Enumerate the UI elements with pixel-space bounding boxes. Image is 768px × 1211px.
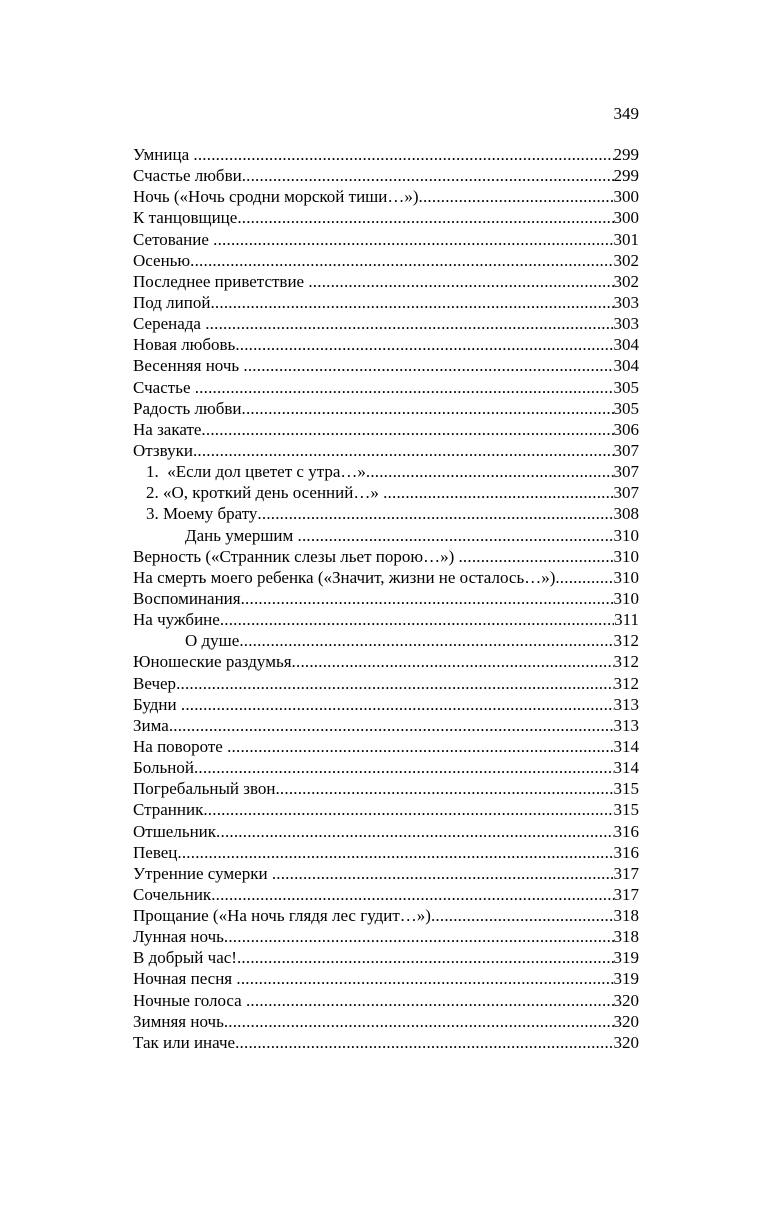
toc-entry [133,271,639,292]
toc-entry-page: 319 [613,948,639,968]
toc-entry-title: Осенью [133,250,191,270]
toc-entry [133,863,639,884]
toc-entry-page: 302 [613,271,639,291]
toc-dot-leader [235,1032,613,1053]
toc-dot-leader [272,863,614,884]
toc-dot-leader [205,313,613,334]
toc-entry-page: 315 [613,800,639,820]
toc-dot-leader [216,821,613,842]
toc-entry-page: 299 [613,145,639,164]
toc-entry [133,144,639,165]
toc-entry [133,736,639,757]
toc-entry-title: Счастье [133,377,195,397]
toc-entry [133,567,639,588]
toc-entry-page: 302 [613,250,639,270]
toc-dot-leader [458,546,613,567]
toc-entry [133,292,639,313]
toc-entry-title: Отшельник [133,821,217,841]
toc-dot-leader [555,567,613,588]
toc-dot-leader [224,926,614,947]
toc-entry [133,186,639,207]
toc-entry-title: Ночная песня [133,969,237,989]
toc-entry-title: Ночь («Ночь сродни морской тиши…») [133,187,419,207]
toc-entry [133,884,639,905]
toc-dot-leader [193,440,614,461]
toc-entry-page: 316 [613,821,639,841]
toc-entry-title: Последнее приветствие [133,271,309,291]
toc-dot-leader [383,482,613,503]
toc-entry-title: На чужбине [133,610,220,630]
toc-entry [133,905,639,926]
toc-dot-leader [246,990,614,1011]
toc-entry-page: 310 [613,546,639,566]
toc-entry-page: 320 [613,990,639,1010]
toc-dot-leader [169,715,614,736]
toc-entry-title: Под липой [133,292,211,312]
toc-entry-page: 311 [614,610,639,630]
toc-entry-page: 318 [613,906,639,926]
toc-dot-leader [242,398,614,419]
toc-entry-page: 299 [613,166,639,186]
toc-dot-leader [181,694,614,715]
toc-dot-leader [195,377,614,398]
toc-dot-leader [243,355,613,376]
toc-dot-leader [220,609,614,630]
toc-dot-leader [298,525,614,546]
toc-dot-leader [431,905,614,926]
toc-entry-page: 312 [613,631,639,651]
toc-entry-title: Певец [133,842,178,862]
toc-entry-title: Сочельник [133,884,212,904]
toc-entry [133,588,639,609]
toc-entry [133,1011,639,1032]
toc-dot-leader [190,250,613,271]
toc-entry [133,609,639,630]
toc-entry-title: Зимняя ночь [133,1011,224,1031]
toc-entry-page: 303 [613,314,639,334]
toc-entry-title: Дань умершим [185,525,298,545]
toc-entry [133,799,639,820]
toc-entry-title: Лунная ночь [133,927,224,947]
toc-dot-leader [177,842,613,863]
toc-entry-title: Верность («Странник слезы льет порою…») [133,546,459,566]
toc-entry [133,630,639,651]
toc-entry-page: 306 [613,419,639,439]
toc-dot-leader [227,736,613,757]
toc-entry-page: 305 [613,377,639,397]
toc-entry-title: Новая любовь [133,335,236,355]
toc-dot-leader [308,271,613,292]
toc-entry-page: 304 [613,356,639,376]
toc-dot-leader [237,947,614,968]
toc-entry-title: Зима [133,715,169,735]
toc-dot-leader [241,588,614,609]
toc-entry-page: 313 [613,715,639,735]
toc-entry-page: 317 [613,884,639,904]
toc-entry-title: Вечер [133,673,177,693]
toc-entry-page: 307 [613,483,639,503]
toc-entry-page: 301 [613,229,639,249]
toc-entry-page: 320 [613,1011,639,1031]
table-of-contents [133,144,639,1053]
toc-entry-page: 314 [613,736,639,756]
toc-dot-leader [239,630,613,651]
toc-entry-title: На смерть моего ребенка («Значит, жизни не осталось…») [133,567,556,587]
toc-entry-title: Утренние сумерки [133,863,272,883]
toc-entry [133,334,639,355]
toc-entry-page: 310 [613,588,639,608]
toc-entry [133,968,639,989]
toc-dot-leader [193,144,613,165]
toc-entry-page: 310 [613,525,639,545]
toc-entry-title: 1. «Если дол цветет с утра…» [146,462,366,482]
toc-entry [133,694,639,715]
toc-entry-title: 3. Моему брату [146,504,258,524]
toc-entry-page: 300 [613,208,639,228]
toc-entry-page: 304 [613,335,639,355]
toc-entry-page: 305 [613,398,639,418]
toc-entry [133,546,639,567]
toc-entry-page: 316 [613,842,639,862]
toc-entry-title: Сетование [133,229,214,249]
toc-entry-page: 312 [613,673,639,693]
toc-entry-title: Ночные голоса [133,990,246,1010]
toc-dot-leader [201,419,613,440]
toc-entry-title: Юношеские раздумья [133,652,292,672]
toc-entry [133,842,639,863]
toc-entry [133,926,639,947]
toc-entry-page: 319 [613,969,639,989]
toc-entry-title: Прощание («На ночь глядя лес гудит…») [133,906,431,926]
toc-entry [133,525,639,546]
toc-entry [133,821,639,842]
toc-entry [133,440,639,461]
toc-entry-title: Странник [133,800,204,820]
toc-entry-page: 318 [613,927,639,947]
toc-dot-leader [419,186,614,207]
toc-entry-title: На повороте [133,736,228,756]
toc-entry [133,250,639,271]
page-number: 349 [613,104,639,123]
toc-entry [133,778,639,799]
toc-dot-leader [237,207,613,228]
toc-entry-page: 300 [613,187,639,207]
toc-dot-leader [224,1011,614,1032]
toc-entry-title: В добрый час! [133,948,237,968]
toc-dot-leader [236,968,613,989]
toc-entry-title: Радость любви [133,398,242,418]
toc-dot-leader [292,651,614,672]
toc-entry-title: Отзвуки [133,440,193,460]
toc-dot-leader [242,165,614,186]
toc-entry-title: 2. «О, кроткий день осенний…» [146,483,384,503]
toc-entry [133,419,639,440]
toc-entry-title: Умница [133,145,194,164]
toc-entry-title: Больной [133,758,194,778]
toc-entry-title: Погребальный звон [133,779,276,799]
toc-entry [133,715,639,736]
toc-entry-page: 314 [613,758,639,778]
toc-entry [133,503,639,524]
toc-entry [133,207,639,228]
toc-dot-leader [210,292,613,313]
toc-entry [133,673,639,694]
toc-entry-page: 320 [613,1032,639,1052]
toc-entry-page: 313 [613,694,639,714]
toc-entry [133,990,639,1011]
toc-entry [133,377,639,398]
toc-entry-page: 307 [613,462,639,482]
toc-entry-page: 317 [613,863,639,883]
toc-dot-leader [235,334,613,355]
toc-entry [133,461,639,482]
toc-entry-title: О душе [185,631,240,651]
toc-entry [133,165,639,186]
toc-entry-title: Весенняя ночь [133,356,244,376]
toc-entry-page: 312 [613,652,639,672]
toc-entry-page: 307 [613,440,639,460]
toc-entry-title: К танцовщице [133,208,238,228]
toc-entry-title: На закате [133,419,202,439]
toc-dot-leader [257,503,613,524]
toc-dot-leader [176,673,613,694]
toc-entry-page: 315 [613,779,639,799]
toc-entry [133,229,639,250]
toc-dot-leader [213,229,613,250]
toc-entry [133,947,639,968]
toc-entry-title: Будни [133,694,181,714]
toc-entry-title: Так или иначе [133,1032,236,1052]
toc-entry [133,482,639,503]
toc-dot-leader [211,884,613,905]
toc-entry [133,651,639,672]
toc-entry [133,313,639,334]
toc-entry-title: Серенада [133,314,206,334]
toc-entry-page: 303 [613,292,639,312]
toc-dot-leader [366,461,614,482]
toc-dot-leader [275,778,613,799]
toc-dot-leader [203,799,613,820]
toc-entry [133,355,639,376]
toc-entry-page: 310 [613,567,639,587]
toc-entry [133,757,639,778]
toc-dot-leader [194,757,614,778]
toc-entry-page: 308 [613,504,639,524]
toc-entry [133,1032,639,1053]
toc-entry-title: Воспоминания [133,588,241,608]
toc-entry-title: Счастье любви [133,166,242,186]
toc-entry [133,398,639,419]
